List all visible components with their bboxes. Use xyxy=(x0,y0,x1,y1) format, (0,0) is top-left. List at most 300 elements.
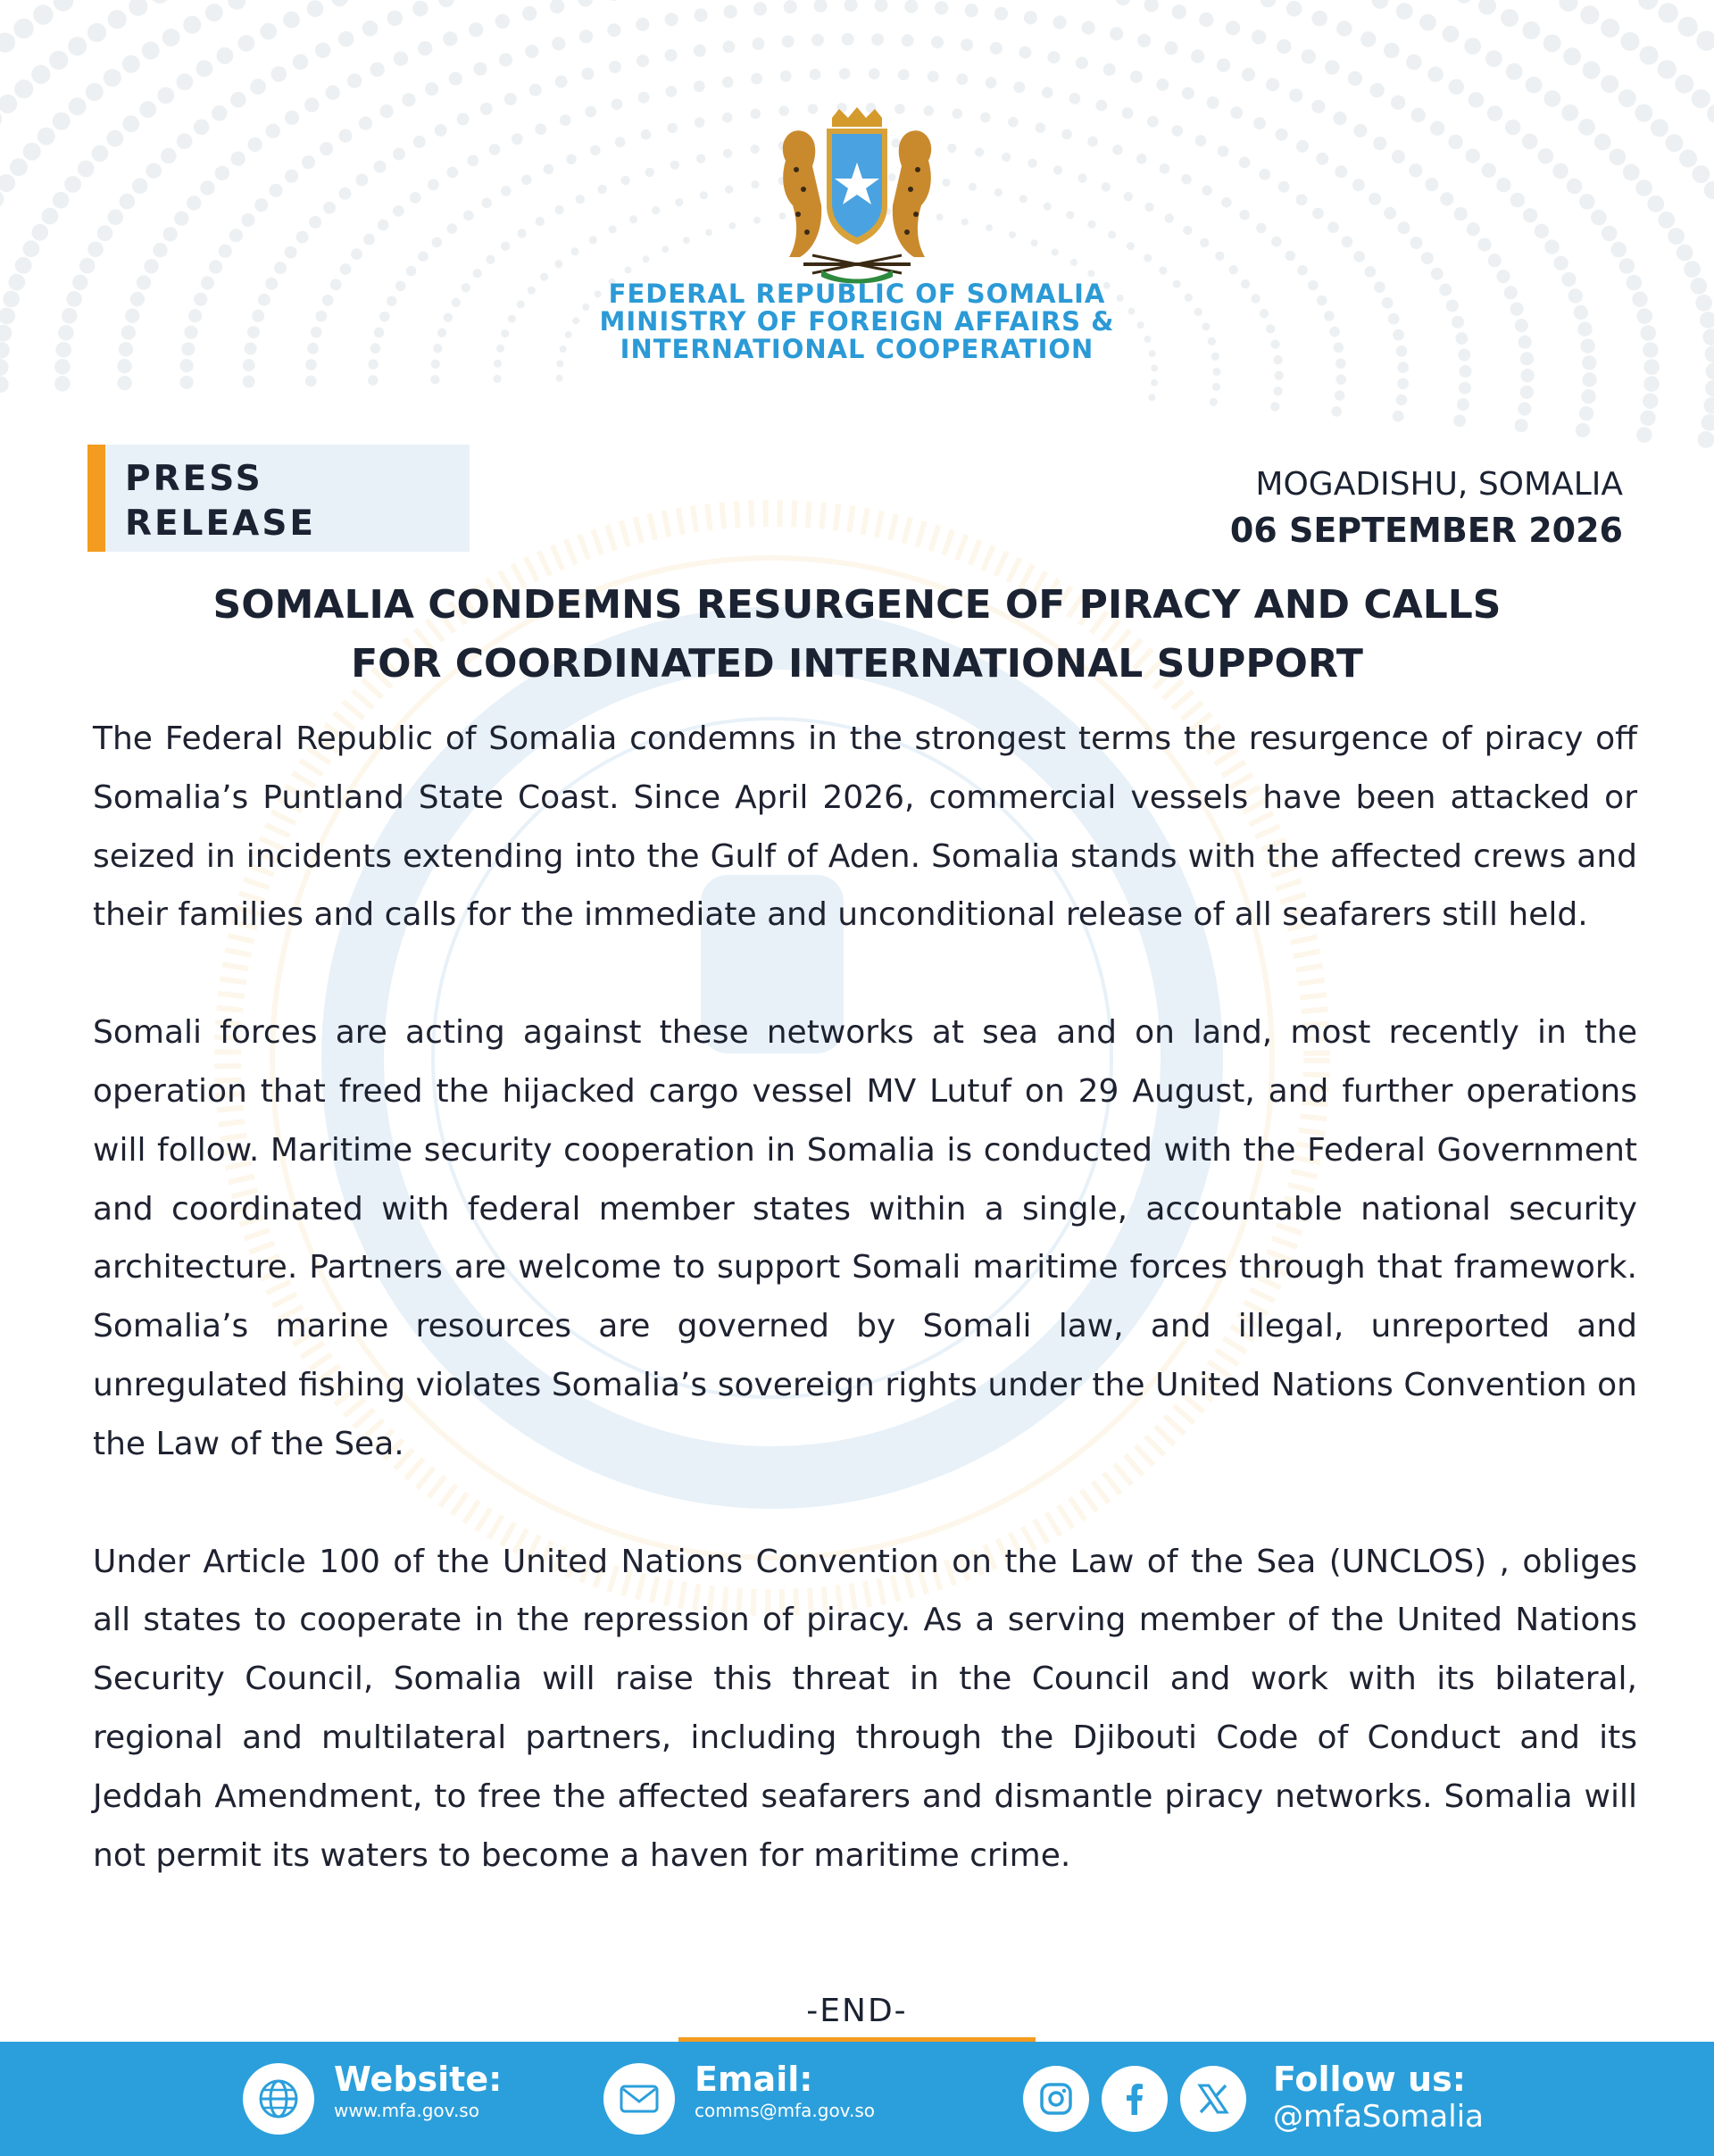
background-dot xyxy=(504,93,517,105)
background-dot xyxy=(201,276,214,289)
background-dot xyxy=(1690,278,1707,295)
background-dot xyxy=(902,34,914,46)
dateline xyxy=(1230,462,1623,554)
instagram-icon[interactable] xyxy=(1023,2066,1089,2132)
background-dot xyxy=(661,246,669,253)
background-dot xyxy=(266,124,280,138)
background-dot xyxy=(1618,89,1636,107)
background-dot xyxy=(305,359,317,370)
body-text xyxy=(93,710,1637,1944)
background-dot xyxy=(1218,146,1229,157)
background-dot xyxy=(394,51,408,65)
globe-icon[interactable] xyxy=(243,2063,314,2135)
background-dot xyxy=(1580,5,1599,24)
background-dot xyxy=(1182,87,1194,100)
background-dot xyxy=(229,229,243,242)
background-dot xyxy=(555,75,568,87)
background-dot xyxy=(975,147,984,156)
background-dot xyxy=(1485,50,1502,67)
background-dot xyxy=(188,309,202,322)
headline-line-2: FOR COORDINATED INTERNATIONAL SUPPORT xyxy=(351,641,1363,687)
background-dot xyxy=(331,0,348,6)
background-dot xyxy=(1419,14,1436,31)
background-dot xyxy=(1365,266,1377,278)
background-dot xyxy=(1696,30,1714,50)
background-dot xyxy=(597,185,606,194)
background-dot xyxy=(180,359,194,372)
background-dot xyxy=(1311,11,1327,27)
background-dot xyxy=(274,262,287,274)
background-dot xyxy=(1108,230,1116,238)
background-dot xyxy=(579,29,593,43)
background-dot xyxy=(904,0,918,13)
background-dot xyxy=(1144,203,1153,212)
background-dot xyxy=(247,137,262,152)
background-dot xyxy=(1127,242,1135,250)
background-dot xyxy=(1640,325,1656,341)
background-dot xyxy=(1583,62,1601,79)
background-dot xyxy=(180,376,194,389)
background-dot xyxy=(418,41,432,55)
background-dot xyxy=(590,146,601,156)
background-dot xyxy=(1543,34,1561,52)
background-dot xyxy=(215,166,229,180)
background-dot xyxy=(1431,268,1444,280)
background-dot xyxy=(705,229,712,236)
background-dot xyxy=(1453,414,1466,427)
background-dot xyxy=(1391,96,1405,110)
background-dot xyxy=(615,137,626,147)
background-dot xyxy=(1636,427,1652,443)
background-dot xyxy=(1028,159,1036,168)
background-dot xyxy=(1353,124,1367,137)
background-dot xyxy=(625,266,632,273)
background-dot xyxy=(560,114,571,126)
background-dot xyxy=(1329,327,1340,337)
background-dot xyxy=(1695,295,1712,312)
background-dot xyxy=(260,23,277,40)
background-dot xyxy=(0,95,17,113)
background-dot xyxy=(481,198,492,209)
background-dot xyxy=(1706,362,1714,379)
background-dot xyxy=(1526,77,1543,94)
background-dot xyxy=(1270,402,1279,411)
background-dot xyxy=(1277,39,1291,54)
background-dot xyxy=(1521,369,1535,382)
background-dot xyxy=(845,0,858,12)
background-dot xyxy=(285,111,299,125)
background-dot xyxy=(1707,104,1714,123)
background-dot xyxy=(449,72,462,86)
background-dot xyxy=(1574,305,1588,320)
background-dot xyxy=(1372,0,1389,9)
background-dot xyxy=(62,308,78,324)
background-dot xyxy=(323,202,336,214)
background-dot xyxy=(814,0,828,12)
background-dot xyxy=(1455,332,1468,345)
background-dot xyxy=(961,38,973,51)
background-dot xyxy=(387,296,397,307)
background-dot xyxy=(665,49,678,62)
background-dot xyxy=(177,133,193,149)
follow-block[interactable] xyxy=(1273,2060,1484,2135)
background-dot xyxy=(431,360,440,369)
paragraph-2: Somali forces are acting against these networks at sea and on land, most recently in the operation that freed the hijacked cargo vessel MV Lutuf on 29 August, and further operations will follow. Maritime security cooperation in Somalia is conducted with the Federal Government and coordinated with federal member states within a single, accountable national security architecture. Partners are welcome to support Somali maritime forces through that framework. Somalia’s marine resources are governed by Somali law, and illegal, unreported and unregulated fishing violates Somalia’s sovereign rights under the United Nations Convention on the Law of the Sea. xyxy=(93,1014,1637,1462)
background-dot xyxy=(1443,26,1460,43)
coat-of-arms-emblem xyxy=(750,107,964,286)
background-dot xyxy=(1036,122,1046,133)
background-dot xyxy=(638,92,650,104)
background-dot xyxy=(247,326,260,338)
background-dot xyxy=(250,79,266,95)
background-dot xyxy=(1692,165,1710,183)
background-dot xyxy=(271,66,287,82)
background-dot xyxy=(1336,21,1352,37)
background-dot xyxy=(1369,193,1381,205)
background-dot xyxy=(566,154,577,165)
background-dot xyxy=(1116,0,1130,5)
background-dot xyxy=(517,229,526,237)
background-dot xyxy=(696,154,705,163)
background-dot xyxy=(406,266,417,277)
background-dot xyxy=(1335,165,1347,178)
background-dot xyxy=(1430,121,1444,136)
email-address[interactable]: comms@mfa.gov.so xyxy=(695,2100,875,2121)
background-dot xyxy=(994,188,1003,196)
background-dot xyxy=(722,77,734,88)
background-dot xyxy=(723,149,732,158)
x-icon[interactable] xyxy=(1180,2066,1246,2132)
background-dot xyxy=(86,83,104,101)
background-dot xyxy=(1334,343,1344,354)
background-dot xyxy=(1505,120,1521,136)
org-line-2: MINISTRY OF FOREIGN AFFAIRS & xyxy=(599,306,1115,337)
background-dot xyxy=(1439,284,1452,296)
background-dot xyxy=(1324,311,1335,321)
background-dot xyxy=(1271,237,1282,247)
background-dot xyxy=(243,359,255,371)
background-dot xyxy=(87,242,104,258)
background-dot xyxy=(554,205,563,214)
background-dot xyxy=(78,161,95,178)
press-accent-bar xyxy=(87,445,105,552)
background-dot xyxy=(1230,106,1243,119)
background-dot xyxy=(1256,223,1267,234)
background-dot xyxy=(1066,211,1074,219)
background-dot xyxy=(724,5,737,19)
background-dot xyxy=(722,40,735,53)
background-dot xyxy=(1684,261,1701,278)
background-dot xyxy=(1425,178,1438,191)
background-dot xyxy=(1076,57,1088,70)
background-dot xyxy=(1311,100,1325,113)
background-dot xyxy=(643,255,650,262)
background-dot xyxy=(489,144,501,155)
background-dot xyxy=(1286,251,1296,262)
background-dot xyxy=(1620,32,1639,51)
background-dot xyxy=(153,243,167,257)
background-dot xyxy=(1136,154,1147,164)
background-dot xyxy=(121,325,136,339)
background-dot xyxy=(1469,92,1485,108)
background-dot xyxy=(37,128,55,146)
background-dot xyxy=(869,68,880,79)
press-release-label xyxy=(87,445,470,552)
background-dot xyxy=(125,309,139,323)
background-dot xyxy=(645,168,654,177)
background-dot xyxy=(1704,397,1714,414)
background-dot xyxy=(230,92,246,108)
background-dot xyxy=(1452,316,1464,329)
background-dot xyxy=(1522,134,1538,150)
background-dot xyxy=(1581,389,1595,404)
background-dot xyxy=(1640,46,1659,64)
background-dot xyxy=(309,216,321,229)
background-dot xyxy=(1122,107,1134,119)
background-dot xyxy=(395,281,406,292)
background-dot xyxy=(108,10,127,29)
background-dot xyxy=(1274,355,1283,364)
background-dot xyxy=(1637,308,1653,324)
background-dot xyxy=(1619,258,1635,274)
background-dot xyxy=(1501,9,1518,27)
background-dot xyxy=(370,343,381,354)
email-block[interactable] xyxy=(695,2060,875,2122)
background-dot xyxy=(243,376,255,388)
background-dot xyxy=(142,42,160,60)
background-dot xyxy=(340,263,352,275)
background-dot xyxy=(1666,134,1684,152)
background-dot xyxy=(15,257,32,274)
background-dot xyxy=(965,4,978,17)
background-dot xyxy=(1130,71,1143,83)
background-dot xyxy=(3,291,20,308)
background-dot xyxy=(1396,3,1413,20)
background-dot xyxy=(839,68,851,79)
background-dot xyxy=(10,158,28,176)
background-dot xyxy=(1446,300,1459,312)
background-dot xyxy=(0,190,4,208)
background-dot xyxy=(609,61,621,73)
background-dot xyxy=(1623,164,1640,181)
background-dot xyxy=(1692,89,1710,108)
background-dot xyxy=(1352,179,1365,191)
background-dot xyxy=(1477,237,1491,251)
facebook-icon[interactable] xyxy=(1102,2066,1168,2132)
background-dot xyxy=(1704,181,1714,199)
background-dot xyxy=(1369,83,1384,97)
background-dot xyxy=(1241,279,1250,288)
background-dot xyxy=(1677,245,1693,262)
background-dot xyxy=(1397,378,1409,389)
background-dot xyxy=(1242,68,1255,81)
background-dot xyxy=(1659,3,1678,22)
background-dot xyxy=(1202,186,1212,196)
background-dot xyxy=(670,161,679,170)
background-dot xyxy=(1087,221,1095,229)
background-dot xyxy=(728,222,736,229)
background-dot xyxy=(177,73,194,90)
background-dot xyxy=(393,205,404,217)
background-dot xyxy=(1112,145,1123,155)
background-dot xyxy=(362,21,379,37)
background-dot xyxy=(1239,210,1250,221)
background-dot xyxy=(402,93,415,106)
background-dot xyxy=(387,11,404,27)
website-url[interactable]: www.mfa.gov.so xyxy=(334,2100,479,2121)
background-dot xyxy=(106,130,123,147)
background-dot xyxy=(1273,387,1282,395)
background-dot xyxy=(293,54,309,71)
background-dot xyxy=(700,191,708,199)
background-dot xyxy=(1384,43,1400,59)
background-dot xyxy=(380,104,394,118)
background-dot xyxy=(578,0,593,7)
background-dot xyxy=(122,115,139,132)
background-dot xyxy=(1342,236,1353,247)
background-dot xyxy=(493,375,501,383)
background-dot xyxy=(1460,365,1472,378)
background-dot xyxy=(1643,342,1659,358)
social-handle[interactable]: @mfaSomalia xyxy=(1273,2099,1484,2135)
background-dot xyxy=(652,206,660,214)
background-dot xyxy=(0,325,12,342)
email-label: Email: xyxy=(695,2060,813,2099)
background-dot xyxy=(1278,181,1290,193)
background-dot xyxy=(522,6,537,21)
paragraph-1: The Federal Republic of Somalia condemns in the strongest terms the resurgence of piracy off Somalia’s Puntland State Coast. Since April 2026, commercial vessels have been attacked or seized in incidents extending into the Gulf of Aden. Somalia stands with the affected crews and their families and calls for the immediate and unconditional release of all seafarers still held. xyxy=(93,720,1637,934)
background-dot xyxy=(752,37,764,50)
background-dot xyxy=(499,53,512,66)
background-dot xyxy=(1482,163,1496,178)
background-dot xyxy=(42,208,59,225)
background-dot xyxy=(326,86,340,100)
background-dot xyxy=(258,294,270,306)
background-dot xyxy=(1302,49,1316,63)
background-dot xyxy=(1325,60,1339,74)
background-dot xyxy=(252,310,264,322)
background-dot xyxy=(370,62,384,77)
background-dot xyxy=(1024,11,1037,24)
background-dot xyxy=(1448,135,1462,149)
background-dot xyxy=(1579,194,1595,210)
background-dot xyxy=(1496,178,1510,192)
background-dot xyxy=(1591,210,1607,226)
background-dot xyxy=(1259,169,1270,180)
background-dot xyxy=(1698,431,1714,448)
background-dot xyxy=(1522,21,1540,39)
background-dot xyxy=(430,375,439,384)
background-dot xyxy=(1561,104,1578,121)
background-dot xyxy=(432,237,443,248)
background-dot xyxy=(1395,395,1407,406)
background-dot xyxy=(437,329,446,337)
background-dot xyxy=(1610,242,1627,258)
background-dot xyxy=(1160,163,1170,174)
background-dot xyxy=(368,359,379,370)
background-dot xyxy=(228,0,245,10)
background-dot xyxy=(0,308,15,325)
background-dot xyxy=(54,0,73,12)
follow-label: Follow us: xyxy=(1273,2060,1466,2099)
background-dot xyxy=(1580,338,1594,353)
background-dot xyxy=(217,47,234,64)
background-dot xyxy=(68,37,87,55)
background-dot xyxy=(1137,34,1151,47)
background-dot xyxy=(1523,208,1537,222)
background-dot xyxy=(72,274,88,290)
background-dot xyxy=(1009,231,1016,238)
background-dot xyxy=(1487,105,1503,121)
background-dot xyxy=(1335,358,1346,369)
background-dot xyxy=(117,359,131,373)
background-dot xyxy=(1207,96,1219,109)
background-dot xyxy=(285,170,298,183)
background-dot xyxy=(501,242,510,251)
background-dot xyxy=(1200,238,1209,247)
press-label-line-2: RELEASE xyxy=(125,504,317,544)
background-dot xyxy=(1577,322,1592,337)
background-dot xyxy=(521,175,532,186)
background-dot xyxy=(1070,259,1077,266)
background-dot xyxy=(14,79,33,98)
dateline-date: 06 SEPTEMBER 2026 xyxy=(1229,511,1623,550)
background-dot xyxy=(157,87,174,104)
background-dot xyxy=(641,129,652,140)
mail-icon[interactable] xyxy=(603,2063,675,2135)
background-dot xyxy=(151,0,170,4)
background-dot xyxy=(1151,364,1158,371)
background-dot xyxy=(898,69,910,80)
background-dot xyxy=(265,278,278,290)
background-dot xyxy=(119,342,133,356)
background-dot xyxy=(187,196,201,210)
background-dot xyxy=(1226,21,1240,35)
background-dot xyxy=(447,167,459,179)
background-dot xyxy=(1515,419,1528,432)
background-dot xyxy=(1151,379,1158,387)
background-dot xyxy=(1044,203,1052,211)
background-dot xyxy=(315,43,331,59)
background-dot xyxy=(418,251,428,262)
background-dot xyxy=(1397,362,1409,373)
background-dot xyxy=(194,293,207,306)
background-dot xyxy=(1069,93,1081,104)
background-dot xyxy=(33,4,53,24)
background-dot xyxy=(695,117,705,128)
background-dot xyxy=(556,375,563,382)
background-dot xyxy=(1221,197,1232,208)
background-dot xyxy=(1317,296,1327,306)
background-dot xyxy=(1702,329,1714,345)
background-dot xyxy=(269,184,282,197)
background-dot xyxy=(200,180,214,195)
background-dot xyxy=(725,186,733,194)
website-block[interactable] xyxy=(334,2060,502,2122)
background-dot xyxy=(469,22,483,37)
background-dot xyxy=(1702,414,1714,431)
background-dot xyxy=(1520,352,1534,365)
background-dot xyxy=(1212,383,1220,391)
background-dot xyxy=(472,269,481,278)
background-dot xyxy=(433,344,442,353)
background-dot xyxy=(1052,249,1059,256)
background-dot xyxy=(637,54,649,67)
background-dot xyxy=(1215,252,1224,261)
background-dot xyxy=(374,328,385,338)
background-dot xyxy=(1103,63,1116,76)
background-dot xyxy=(1165,213,1174,222)
